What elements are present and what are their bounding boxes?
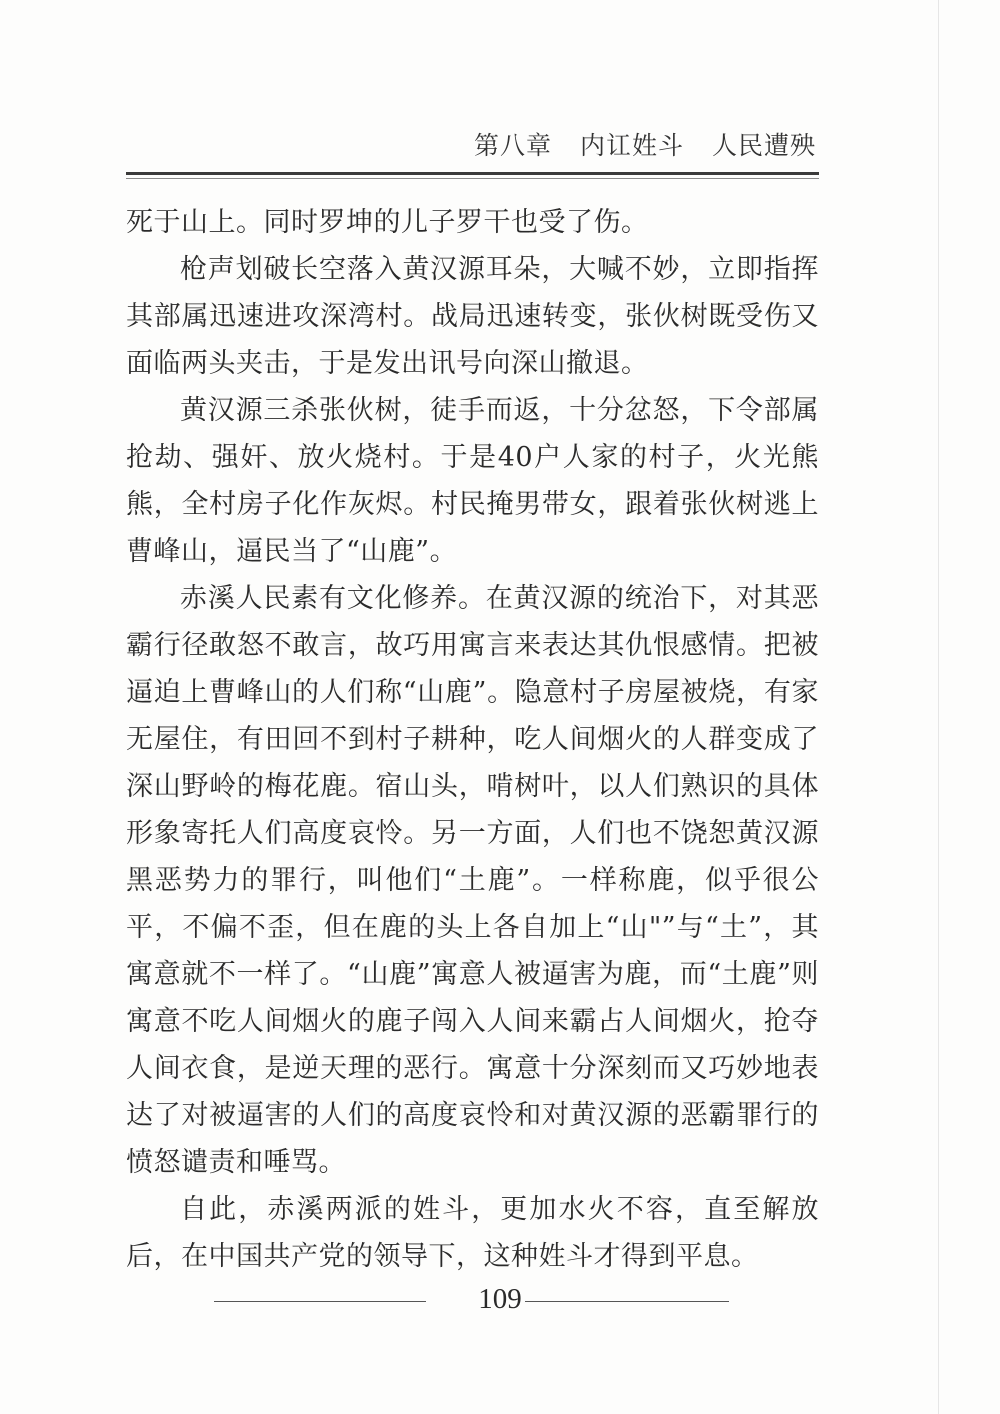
header-rule-thick: [126, 172, 819, 175]
paragraph: 赤溪人民素有文化修养。在黄汉源的统治下，对其恶霸行径敢怒不敢言，故巧用寓言来表达其仇恨感情。把被逼迫上曹峰山的人们称“山鹿”。隐意村子房屋被烧，有家无屋住，有田回不到村子耕种，吃人间烟火的人群变成了深山野岭的梅花鹿。宿山头，啃树叶，以人们熟识的具体形象寄托人们高度哀怜。另一方面，人们也不饶恕黄汉源黑恶势力的罪行，叫他们“土鹿”。一样称鹿，似乎很公平，不偏不歪，但在鹿的头上各自加上“山"”与“土”，其寓意就不一样了。“山鹿”寓意人被逼害为鹿，而“土鹿”则寓意不吃人间烟火的鹿子闯入人间来霸占人间烟火，抢夺人间衣食，是逆天理的恶行。寓意十分深刻而又巧妙地表达了对被逼害的人们的高度哀怜和对黄汉源的恶霸罪行的愤怒谴责和唾骂。: [126, 583, 819, 1178]
body-text: [126, 199, 819, 1280]
paragraph: 自此，赤溪两派的姓斗，更加水火不容，直至解放后，在中国共产党的领导下，这种姓斗才得到平息。: [126, 1194, 819, 1272]
scan-edge-line: [938, 0, 939, 1414]
chapter-title-part1: 内讧姓斗: [579, 131, 684, 160]
header-rule-thin: [126, 178, 819, 179]
paragraph: 黄汉源三杀张伙树，徒手而返，十分忿怒，下令部属抢劫、强奸、放火烧村。于是40户人家的村子，火光熊熊，全村房子化作灰烬。村民掩男带女，跟着张伙树逃上曹峰山，逼民当了“山鹿”。: [126, 395, 819, 567]
paragraph: 枪声划破长空落入黄汉源耳朵，大喊不妙，立即指挥其部属迅速进攻深湾村。战局迅速转变，张伙树既受伤又面临两头夹击，于是发出讯号向深山撤退。: [126, 254, 819, 379]
folio-rule-right: [525, 1301, 729, 1302]
page-number: 109: [478, 1283, 522, 1315]
chapter-number: 第八章: [473, 131, 552, 160]
running-head: [126, 126, 816, 162]
chapter-title-part2: 人民遭殃: [711, 131, 816, 160]
paragraph-continuation: 死于山上。同时罗坤的儿子罗干也受了伤。: [126, 207, 649, 238]
